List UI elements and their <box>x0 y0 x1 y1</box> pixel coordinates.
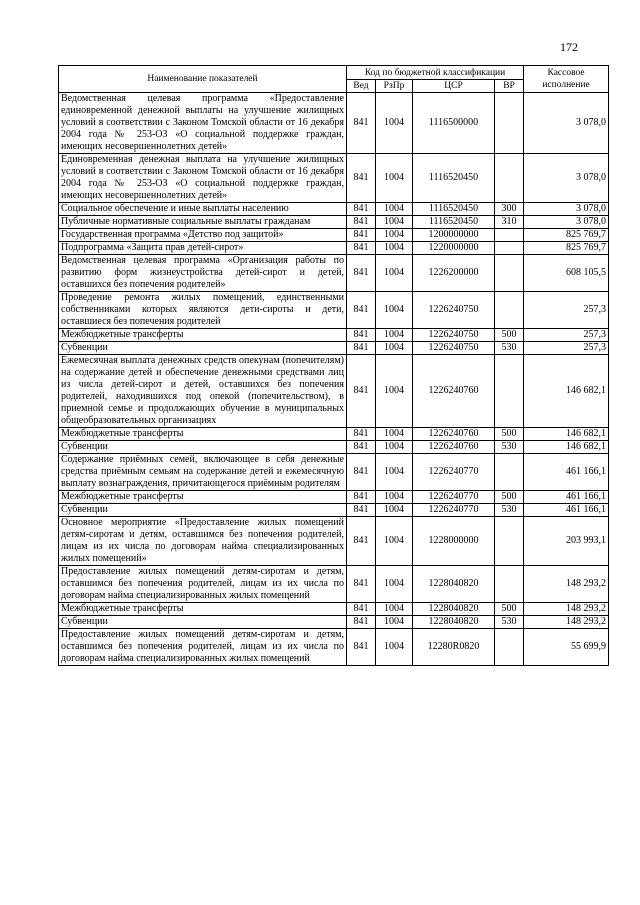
cell-name: Субвенции <box>59 342 347 355</box>
table-row <box>59 566 609 603</box>
cell-vr <box>495 154 524 203</box>
cell-vr <box>495 292 524 329</box>
cell-vr <box>495 629 524 666</box>
cell-rzpr: 1004 <box>376 216 413 229</box>
cell-rzpr: 1004 <box>376 629 413 666</box>
cell-csr: 1226240760 <box>413 441 495 454</box>
cell-csr: 1200000000 <box>413 229 495 242</box>
table-row <box>59 504 609 517</box>
cell-csr: 1226240770 <box>413 454 495 491</box>
table-row <box>59 154 609 203</box>
cell-name: Основное мероприятие «Предоставление жилых помещений детям-сиротам и детям, оставшимся без попечения родителей, лицам из их числа по договорам найма специализированных жилых помещений» <box>59 517 347 566</box>
cell-name: Подпрограмма «Защита прав детей-сирот» <box>59 242 347 255</box>
cell-name: Проведение ремонта жилых помещений, единственными собственниками которых являются дети-сироты и дети, оставшиеся без попечения родителей <box>59 292 347 329</box>
cell-name: Субвенции <box>59 504 347 517</box>
cell-amount: 825 769,7 <box>524 229 609 242</box>
cell-name: Межбюджетные трансферты <box>59 491 347 504</box>
cell-csr: 1116520450 <box>413 154 495 203</box>
cell-rzpr: 1004 <box>376 504 413 517</box>
cell-csr: 1226200000 <box>413 255 495 292</box>
table-row <box>59 428 609 441</box>
table-row <box>59 93 609 154</box>
cell-name: Государственная программа «Детство под защитой» <box>59 229 347 242</box>
cell-csr: 1228040820 <box>413 566 495 603</box>
cell-rzpr: 1004 <box>376 154 413 203</box>
cell-name: Межбюджетные трансферты <box>59 428 347 441</box>
page-number: 172 <box>560 40 578 54</box>
cell-csr: 1116520450 <box>413 203 495 216</box>
budget-table <box>58 65 609 666</box>
cell-csr: 1228000000 <box>413 517 495 566</box>
cell-ved: 841 <box>347 566 376 603</box>
table-row <box>59 229 609 242</box>
cell-csr: 1228040820 <box>413 616 495 629</box>
cell-name: Ведомственная целевая программа «Организация работы по развитию форм жизнеустройства детей-сирот и детей, оставшихся без попечения родителей» <box>59 255 347 292</box>
table-row <box>59 616 609 629</box>
cell-ved: 841 <box>347 454 376 491</box>
cell-rzpr: 1004 <box>376 491 413 504</box>
cell-name: Предоставление жилых помещений детям-сиротам и детям, оставшимся без попечения родителей, лицам из их числа по договорам найма специализированных жилых помещений <box>59 629 347 666</box>
cell-csr: 1226240750 <box>413 342 495 355</box>
cell-ved: 841 <box>347 629 376 666</box>
cell-vr <box>495 566 524 603</box>
cell-rzpr: 1004 <box>376 93 413 154</box>
table-row <box>59 454 609 491</box>
header-execution: Кассовое исполнение <box>524 66 609 93</box>
cell-rzpr: 1004 <box>376 229 413 242</box>
table-row <box>59 629 609 666</box>
cell-rzpr: 1004 <box>376 517 413 566</box>
cell-ved: 841 <box>347 355 376 428</box>
cell-vr: 530 <box>495 504 524 517</box>
cell-amount: 203 993,1 <box>524 517 609 566</box>
cell-ved: 841 <box>347 292 376 329</box>
cell-amount: 257,3 <box>524 342 609 355</box>
cell-rzpr: 1004 <box>376 355 413 428</box>
cell-amount: 608 105,5 <box>524 255 609 292</box>
cell-rzpr: 1004 <box>376 203 413 216</box>
cell-amount: 3 078,0 <box>524 216 609 229</box>
cell-rzpr: 1004 <box>376 441 413 454</box>
cell-rzpr: 1004 <box>376 566 413 603</box>
cell-name: Субвенции <box>59 616 347 629</box>
cell-vr <box>495 242 524 255</box>
cell-ved: 841 <box>347 93 376 154</box>
cell-vr: 530 <box>495 342 524 355</box>
cell-name: Публичные нормативные социальные выплаты гражданам <box>59 216 347 229</box>
table-row <box>59 342 609 355</box>
cell-name: Ежемесячная выплата денежных средств опекунам (попечителям) на содержание детей и обеспечение денежными средствами лиц из числа детей-сирот и детей, оставшихся без попечения родителей, находившихся под опекой (попечительством), в приемной семье и продолжающих обучение в муниципальных общеобразовательных организациях <box>59 355 347 428</box>
cell-name: Межбюджетные трансферты <box>59 329 347 342</box>
cell-csr: 1226240750 <box>413 292 495 329</box>
cell-vr: 530 <box>495 616 524 629</box>
cell-vr: 500 <box>495 603 524 616</box>
cell-vr <box>495 93 524 154</box>
cell-ved: 841 <box>347 255 376 292</box>
cell-name: Межбюджетные трансферты <box>59 603 347 616</box>
cell-amount: 146 682,1 <box>524 428 609 441</box>
cell-ved: 841 <box>347 242 376 255</box>
cell-ved: 841 <box>347 616 376 629</box>
header-ved: Вед <box>347 80 376 93</box>
cell-name: Субвенции <box>59 441 347 454</box>
cell-amount: 461 166,1 <box>524 454 609 491</box>
table-row <box>59 242 609 255</box>
cell-csr: 1116520450 <box>413 216 495 229</box>
cell-rzpr: 1004 <box>376 428 413 441</box>
cell-rzpr: 1004 <box>376 603 413 616</box>
cell-ved: 841 <box>347 203 376 216</box>
cell-rzpr: 1004 <box>376 454 413 491</box>
cell-amount: 146 682,1 <box>524 441 609 454</box>
cell-rzpr: 1004 <box>376 616 413 629</box>
cell-ved: 841 <box>347 517 376 566</box>
cell-amount: 257,3 <box>524 292 609 329</box>
table-row <box>59 441 609 454</box>
cell-csr: 1226240760 <box>413 355 495 428</box>
table-row <box>59 329 609 342</box>
cell-vr: 300 <box>495 203 524 216</box>
header-vr: ВР <box>495 80 524 93</box>
cell-rzpr: 1004 <box>376 342 413 355</box>
cell-csr: 12280R0820 <box>413 629 495 666</box>
cell-vr: 310 <box>495 216 524 229</box>
table-row <box>59 491 609 504</box>
table-row <box>59 255 609 292</box>
cell-vr <box>495 454 524 491</box>
cell-amount: 55 699,9 <box>524 629 609 666</box>
cell-csr: 1226240750 <box>413 329 495 342</box>
cell-name: Предоставление жилых помещений детям-сиротам и детям, оставшимся без попечения родителей, лицам из их числа по договорам найма специализированных жилых помещений <box>59 566 347 603</box>
cell-vr: 500 <box>495 491 524 504</box>
cell-csr: 1226240760 <box>413 428 495 441</box>
cell-rzpr: 1004 <box>376 292 413 329</box>
cell-vr <box>495 355 524 428</box>
header-name: Наименование показателей <box>59 66 347 93</box>
header-rzpr: РзПр <box>376 80 413 93</box>
table-row <box>59 603 609 616</box>
cell-ved: 841 <box>347 603 376 616</box>
cell-vr: 500 <box>495 428 524 441</box>
cell-ved: 841 <box>347 216 376 229</box>
table-row <box>59 292 609 329</box>
cell-ved: 841 <box>347 504 376 517</box>
cell-rzpr: 1004 <box>376 329 413 342</box>
cell-name: Социальное обеспечение и иные выплаты населению <box>59 203 347 216</box>
cell-csr: 1116500000 <box>413 93 495 154</box>
table-row <box>59 517 609 566</box>
cell-amount: 148 293,2 <box>524 566 609 603</box>
cell-ved: 841 <box>347 154 376 203</box>
cell-amount: 3 078,0 <box>524 93 609 154</box>
cell-ved: 841 <box>347 229 376 242</box>
cell-csr: 1220000000 <box>413 242 495 255</box>
cell-vr: 530 <box>495 441 524 454</box>
cell-amount: 3 078,0 <box>524 203 609 216</box>
cell-name: Ведомственная целевая программа «Предоставление единовременной денежной выплаты на улучшение жилищных условий в соответствии с Законом Томской области от 16 декабря 2004 года № 253-ОЗ «О социальной поддержке граждан, имеющих несовершеннолетних детей» <box>59 93 347 154</box>
cell-csr: 1228040820 <box>413 603 495 616</box>
cell-ved: 841 <box>347 428 376 441</box>
cell-amount: 146 682,1 <box>524 355 609 428</box>
cell-amount: 148 293,2 <box>524 616 609 629</box>
cell-amount: 148 293,2 <box>524 603 609 616</box>
cell-vr <box>495 229 524 242</box>
cell-rzpr: 1004 <box>376 242 413 255</box>
cell-csr: 1226240770 <box>413 491 495 504</box>
cell-amount: 461 166,1 <box>524 491 609 504</box>
cell-name: Единовременная денежная выплата на улучшение жилищных условий в соответствии с Законом Томской области от 16 декабря 2004 года № 253-ОЗ «О социальной поддержке граждан, имеющих несовершеннолетних детей» <box>59 154 347 203</box>
cell-csr: 1226240770 <box>413 504 495 517</box>
cell-ved: 841 <box>347 329 376 342</box>
cell-ved: 841 <box>347 491 376 504</box>
cell-amount: 3 078,0 <box>524 154 609 203</box>
cell-amount: 825 769,7 <box>524 242 609 255</box>
cell-ved: 841 <box>347 441 376 454</box>
cell-name: Содержание приёмных семей, включающее в себя денежные средства приёмным семьям на содержание детей и ежемесячную выплату вознаграждения, причитающегося приёмным родителям <box>59 454 347 491</box>
table-row <box>59 216 609 229</box>
cell-rzpr: 1004 <box>376 255 413 292</box>
cell-vr <box>495 255 524 292</box>
cell-vr <box>495 517 524 566</box>
table-row <box>59 203 609 216</box>
cell-vr: 500 <box>495 329 524 342</box>
table-body <box>59 93 609 666</box>
header-csr: ЦСР <box>413 80 495 93</box>
cell-amount: 257,3 <box>524 329 609 342</box>
cell-ved: 841 <box>347 342 376 355</box>
header-code-group: Код по бюджетной классификации <box>347 66 524 80</box>
cell-amount: 461 166,1 <box>524 504 609 517</box>
table-row <box>59 355 609 428</box>
